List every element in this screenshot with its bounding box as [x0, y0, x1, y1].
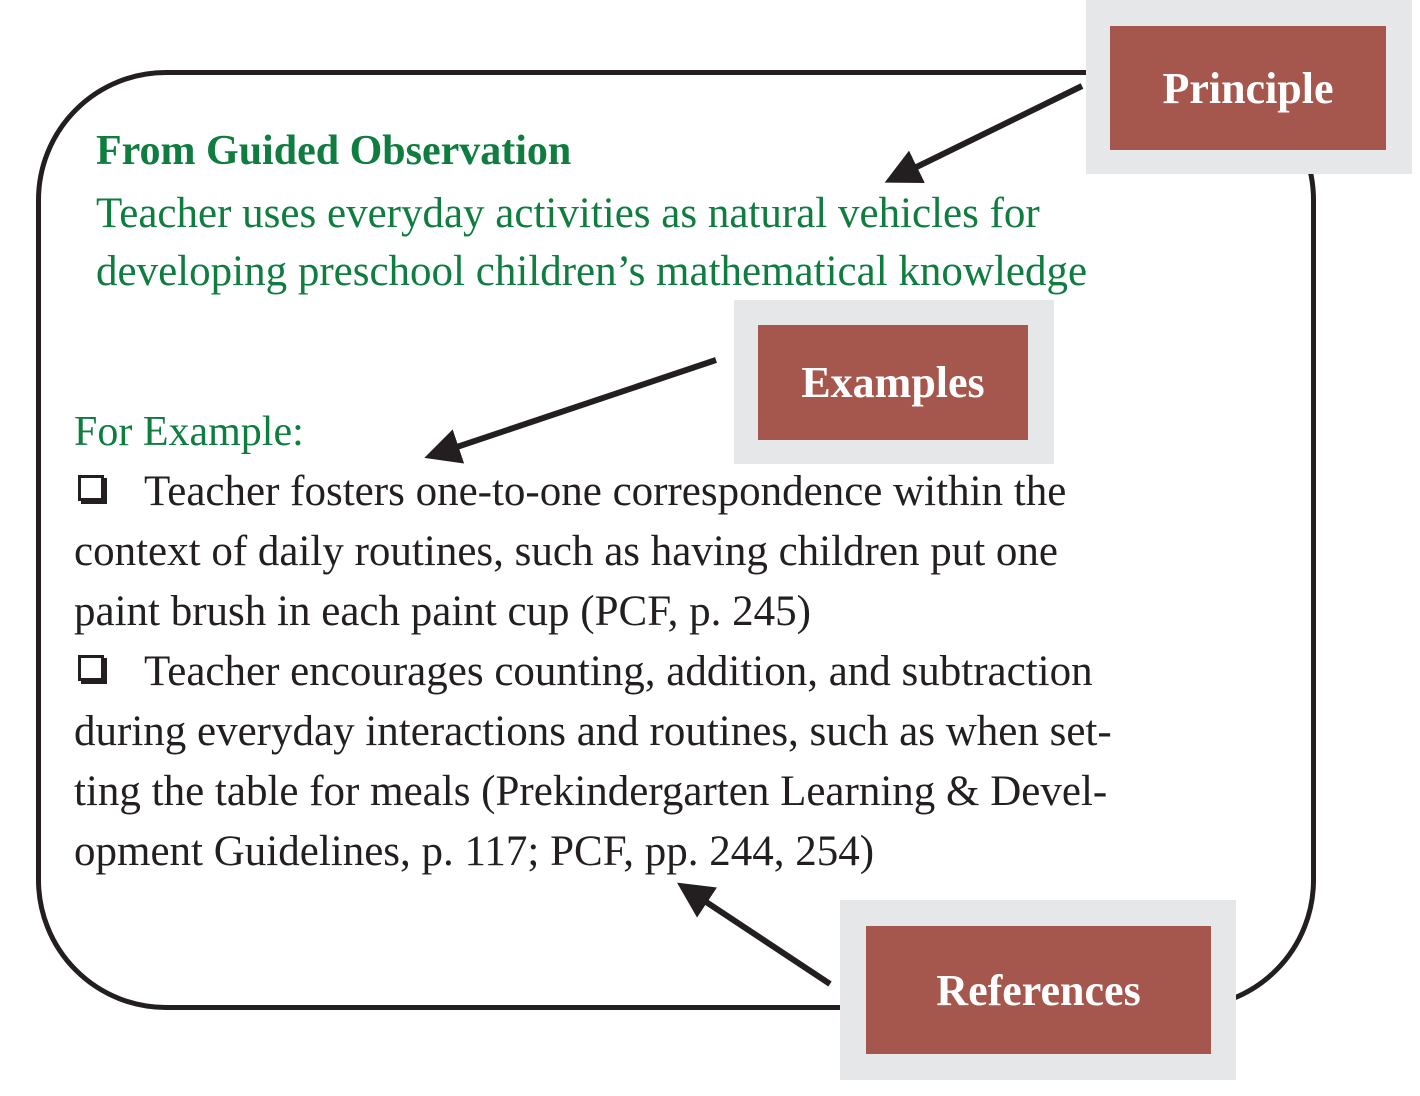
guided-observation-heading: From Guided Observation	[96, 128, 572, 174]
example-text: Teacher encourages counting, addition, and subtraction	[144, 648, 1093, 695]
example-item-2-line: during everyday interactions and routines, such as when set-	[74, 708, 1112, 755]
example-item-1-line	[74, 462, 1066, 522]
example-text: Teacher fosters one-to-one correspondence within the	[144, 468, 1067, 515]
example-item-2-line	[74, 642, 1093, 702]
example-item-1-line: context of daily routines, such as having children put one	[74, 528, 1058, 575]
checkbox-icon	[78, 655, 104, 681]
example-item-2-line: ting the table for meals (Prekindergarten Learning & Devel-	[74, 768, 1108, 815]
example-item-1-line: paint brush in each paint cup (PCF, p. 245)	[74, 588, 812, 635]
principle-text-line: developing preschool children’s mathematical knowledge	[96, 248, 1088, 295]
examples-label: Examples	[758, 325, 1028, 440]
example-item-2-line: opment Guidelines, p. 117; PCF, pp. 244, 254)	[74, 828, 875, 875]
principle-text-line: Teacher uses everyday activities as natural vehicles for	[96, 190, 1040, 237]
principle-label: Principle	[1110, 26, 1386, 150]
example-heading: For Example:	[74, 409, 304, 455]
checkbox-icon	[78, 475, 104, 501]
references-label: References	[866, 926, 1211, 1054]
